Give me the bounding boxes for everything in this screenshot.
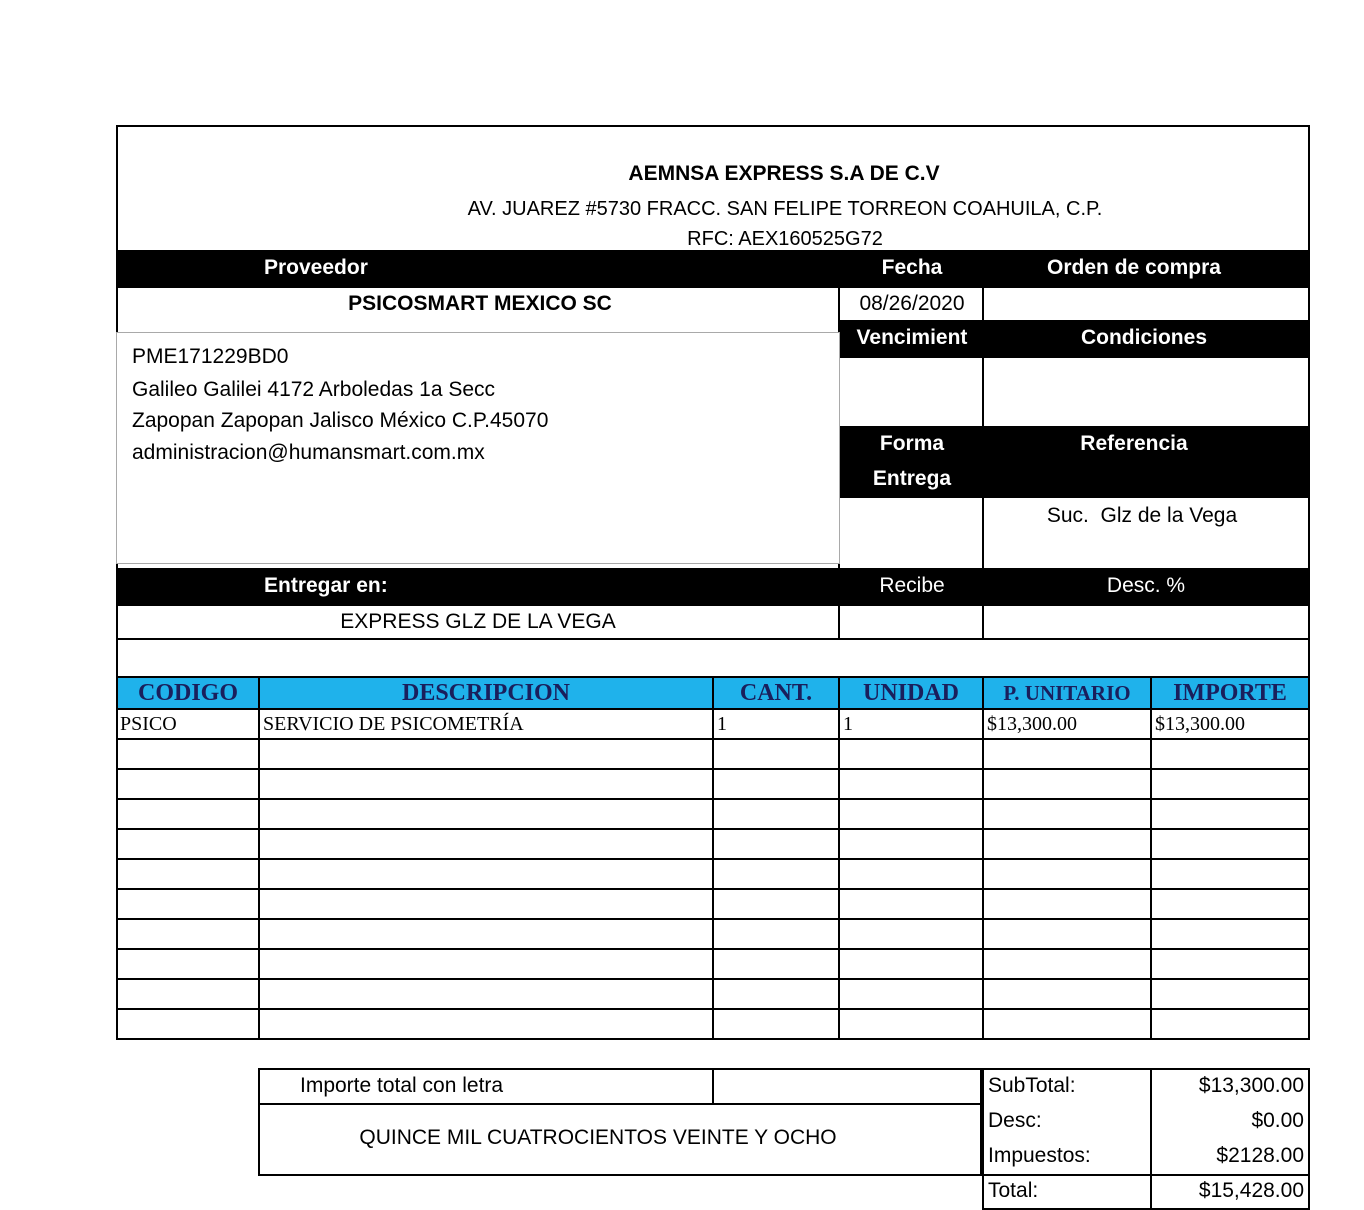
divider (982, 1174, 1310, 1176)
col-header-codigo: CODIGO (116, 676, 260, 710)
impuestos-value: $2128.00 (1216, 1144, 1304, 1167)
col-header-unidad: UNIDAD (838, 676, 984, 710)
order-date: 08/26/2020 (859, 292, 965, 315)
table-row-line (116, 798, 1310, 800)
cell-codigo: PSICO (120, 713, 177, 735)
due-date (840, 360, 984, 426)
table-row-line (116, 978, 1310, 980)
label-recibe: Recibe (879, 574, 945, 597)
table-row-line (116, 888, 1310, 890)
table-row-line (116, 858, 1310, 860)
label-forma-entrega-1: Forma (879, 432, 945, 455)
total-label: Total: (988, 1179, 1039, 1202)
supplier-name: PSICOSMART MEXICO SC (348, 292, 612, 315)
col-header-cant: CANT. (712, 676, 840, 710)
label-referencia: Referencia (1080, 432, 1188, 455)
supplier-email: administracion@humansmart.com.mx (132, 441, 485, 464)
label-forma-entrega-2: Entrega (872, 467, 952, 490)
desc-value: $0.00 (1251, 1109, 1304, 1132)
company-name: AEMNSA EXPRESS S.A DE C.V (628, 162, 940, 185)
cell-cantidad: 1 (717, 713, 727, 735)
supplier-address-1: Galileo Galilei 4172 Arboledas 1a Secc (132, 378, 496, 401)
supplier-rfc: PME171229BD0 (132, 345, 289, 368)
table-row-line (116, 768, 1310, 770)
impuestos-label: Impuestos: (988, 1144, 1091, 1167)
total-letter-value: QUINCE MIL CUATROCIENTOS VEINTE Y OCHO (359, 1126, 837, 1149)
divider (258, 1103, 982, 1105)
delivery-method (840, 500, 984, 566)
divider (116, 638, 1310, 640)
table-row-line (116, 948, 1310, 950)
table-row-line (116, 828, 1310, 830)
label-fecha: Fecha (881, 256, 943, 279)
table-row-line (116, 738, 1310, 740)
table-row-line (116, 918, 1310, 920)
company-address: AV. JUAREZ #5730 FRACC. SAN FELIPE TORREON COAHUILA, C.P. (467, 198, 1103, 220)
label-orden-compra: Orden de compra (1047, 256, 1221, 279)
cell-descripcion: SERVICIO DE PSICOMETRÍA (263, 713, 524, 735)
cell-unidad: 1 (843, 713, 853, 735)
col-header-descripcion: DESCRIPCION (258, 676, 714, 710)
label-vencimiento: Vencimient (856, 326, 968, 349)
subtotal-value: $13,300.00 (1198, 1074, 1304, 1097)
label-desc-pct: Desc. % (1106, 574, 1186, 597)
total-letter-label: Importe total con letra (300, 1074, 504, 1097)
cell-importe: $13,300.00 (1155, 713, 1245, 735)
delivery-location: EXPRESS GLZ DE LA VEGA (340, 610, 616, 633)
subtotal-label: SubTotal: (988, 1074, 1076, 1097)
reference: Suc. Glz de la Vega (1046, 504, 1238, 527)
col-header-p-unitario: P. UNITARIO (982, 676, 1152, 710)
table-row-line (116, 1008, 1310, 1010)
desc-label: Desc: (988, 1109, 1042, 1132)
label-proveedor: Proveedor (264, 256, 368, 279)
discount-pct (984, 606, 1308, 638)
total-value: $15,428.00 (1198, 1179, 1304, 1202)
label-condiciones: Condiciones (1080, 326, 1207, 349)
cell-precio-unitario: $13,300.00 (987, 713, 1077, 735)
label-entregar-en: Entregar en: (264, 574, 388, 597)
receiver (840, 606, 984, 638)
supplier-address-2: Zapopan Zapopan Jalisco México C.P.45070 (132, 409, 549, 432)
conditions (984, 360, 1308, 426)
divider (712, 1068, 714, 1105)
col-header-importe: IMPORTE (1150, 676, 1310, 710)
company-rfc: RFC: AEX160525G72 (687, 228, 883, 250)
